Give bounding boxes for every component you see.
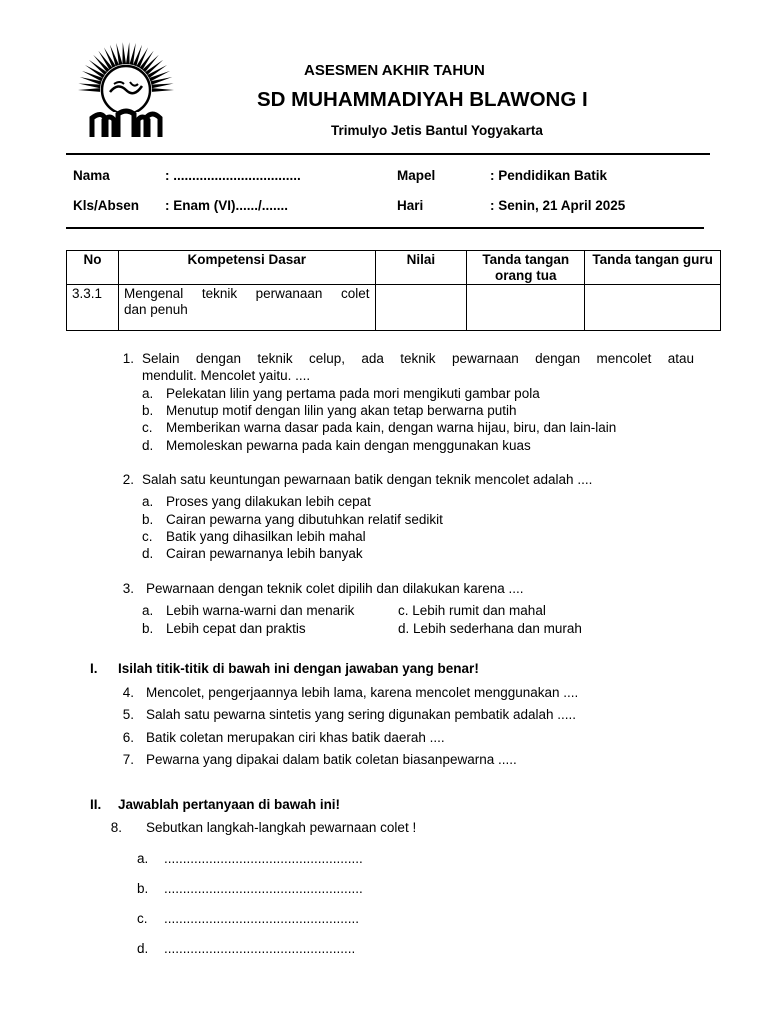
header-ttd-ortu: Tanda tangan orang tua [467, 251, 585, 285]
q2-option-d[interactable] [142, 545, 363, 562]
school-name: SD MUHAMMADIYAH BLAWONG I [257, 88, 588, 111]
answer-line-a[interactable] [137, 850, 363, 867]
kls-absen-label: Kls/Absen [73, 198, 140, 213]
header-kompetensi: Kompetensi Dasar [118, 251, 375, 285]
option-text: Memberikan warna dasar pada kain, dengan warna hijau, biru, dan lain-lain [166, 420, 617, 435]
nama-field[interactable]: : .................................. [165, 168, 301, 183]
q3-option-c[interactable]: c. Lebih rumit dan mahal [398, 603, 546, 618]
answer-line-d[interactable] [137, 940, 356, 957]
item-number: 4. [122, 685, 134, 700]
kls-absen-field[interactable]: : Enam (VI)....../....... [165, 198, 289, 213]
competency-table [66, 250, 721, 331]
header-no: No [67, 251, 119, 285]
option-text: Batik yang dihasilkan lebih mahal [166, 529, 366, 544]
logo-ray [151, 83, 173, 88]
option-text: Memoleskan pewarna pada kain dengan menggunakan kuas [166, 438, 531, 453]
table-header-row [67, 251, 721, 285]
logo-ray [122, 42, 126, 64]
answer-dots: ................................................... [164, 941, 356, 956]
q1-option-a[interactable] [142, 385, 540, 402]
q1-option-b[interactable] [142, 402, 517, 419]
item-text: Pewarna yang dipakai dalam batik coletan biasanpewarna ..... [146, 752, 517, 767]
option-letter: a. [142, 603, 154, 618]
school-address: Trimulyo Jetis Bantul Yogyakarta [331, 123, 543, 138]
cell-kompetensi [118, 285, 375, 331]
item-text: Mencolet, pengerjaannya lebih lama, karena mencolet menggunakan .... [146, 685, 579, 700]
header-ttd-guru: Tanda tangan guru [585, 251, 721, 285]
answer-letter: a. [137, 851, 149, 866]
option-letter: a. [142, 494, 154, 509]
school-logo-icon [70, 40, 182, 140]
logo-ray [152, 88, 174, 92]
answer-letter: d. [137, 941, 149, 956]
question-8-number: 8. [110, 820, 122, 835]
section-1-title: Isilah titik-titik di bawah ini dengan jawaban yang benar! [118, 661, 479, 676]
answer-letter: b. [137, 881, 149, 896]
option-text: Lebih cepat dan praktis [166, 621, 306, 636]
option-text: Proses yang dilakukan lebih cepat [166, 494, 371, 509]
header-nilai: Nilai [375, 251, 467, 285]
option-letter: d. [142, 438, 154, 453]
nama-label: Nama [73, 168, 110, 183]
option-letter: c. [142, 529, 153, 544]
question-8-text: Sebutkan langkah-langkah pewarnaan colet ! [146, 820, 417, 835]
question-2-number: 2. [122, 472, 134, 487]
question-1-number: 1. [122, 351, 134, 366]
option-letter: a. [142, 386, 154, 401]
cell-ttd-ortu[interactable] [467, 285, 585, 331]
question-3-text: Pewarnaan dengan teknik colet dipilih dan dilakukan karena .... [146, 581, 524, 596]
hari-value: : Senin, 21 April 2025 [490, 198, 626, 213]
option-letter: c. [142, 420, 153, 435]
table-row [67, 285, 721, 331]
option-letter: b. [142, 403, 154, 418]
option-text: Menutup motif dengan lilin yang akan tetap berwarna putih [166, 403, 517, 418]
question-2-text: Salah satu keuntungan pewarnaan batik dengan teknik mencolet adalah .... [142, 472, 593, 487]
header-divider [66, 153, 710, 155]
q2-option-a[interactable] [142, 493, 371, 510]
option-letter: d. [142, 546, 154, 561]
answer-dots: ..................................................... [164, 851, 363, 866]
answer-dots: ..................................................... [164, 881, 363, 896]
question-1-text-line1: Selain dengan teknik celup, ada teknik pewarnaan dengan mencolet atau [142, 351, 694, 366]
q3-option-b[interactable] [142, 620, 306, 637]
cell-kompetensi-line1: Mengenal teknik perwanaan colet [123, 286, 370, 301]
q2-option-c[interactable] [142, 528, 366, 545]
logo-ray [126, 42, 130, 64]
option-letter: b. [142, 621, 154, 636]
q1-option-d[interactable] [142, 437, 531, 454]
question-1-text-line2: mendulit. Mencolet yaitu. .... [142, 368, 311, 383]
answer-letter: c. [137, 911, 148, 926]
section-2-title: Jawablah pertanyaan di bawah ini! [118, 797, 341, 812]
item-text: Salah satu pewarna sintetis yang sering digunakan pembatik adalah ..... [146, 707, 577, 722]
q2-option-b[interactable] [142, 511, 443, 528]
logo-ray [78, 88, 100, 92]
info-divider [66, 227, 704, 229]
answer-line-b[interactable] [137, 880, 363, 897]
hari-label: Hari [397, 198, 424, 213]
item-number: 5. [122, 707, 134, 722]
option-text: Pelekatan lilin yang pertama pada mori mengikuti gambar pola [166, 386, 540, 401]
section-2-roman: II. [90, 797, 102, 812]
option-letter: b. [142, 512, 154, 527]
cell-ttd-guru[interactable] [585, 285, 721, 331]
question-3-number: 3. [122, 581, 134, 596]
mapel-value: : Pendidikan Batik [490, 168, 608, 183]
answer-dots: .................................................... [164, 911, 360, 926]
item-number: 7. [122, 752, 134, 767]
section-1-roman: I. [90, 661, 98, 676]
exam-title: ASESMEN AKHIR TAHUN [304, 62, 485, 79]
q3-option-d[interactable]: d. Lebih sederhana dan murah [398, 621, 582, 636]
logo-ray [78, 83, 100, 88]
answer-line-c[interactable] [137, 910, 360, 927]
q3-option-a[interactable] [142, 602, 355, 619]
cell-no: 3.3.1 [67, 285, 119, 331]
item-number: 6. [122, 730, 134, 745]
option-text: Cairan pewarna yang dibutuhkan relatif sedikit [166, 512, 443, 527]
q1-option-c[interactable] [142, 419, 617, 436]
mapel-label: Mapel [397, 168, 436, 183]
item-text: Batik coletan merupakan ciri khas batik daerah .... [146, 730, 445, 745]
cell-kompetensi-line2: dan penuh [123, 302, 188, 317]
cell-nilai[interactable] [375, 285, 467, 331]
option-text: Cairan pewarnanya lebih banyak [166, 546, 363, 561]
option-text: Lebih warna-warni dan menarik [166, 603, 355, 618]
